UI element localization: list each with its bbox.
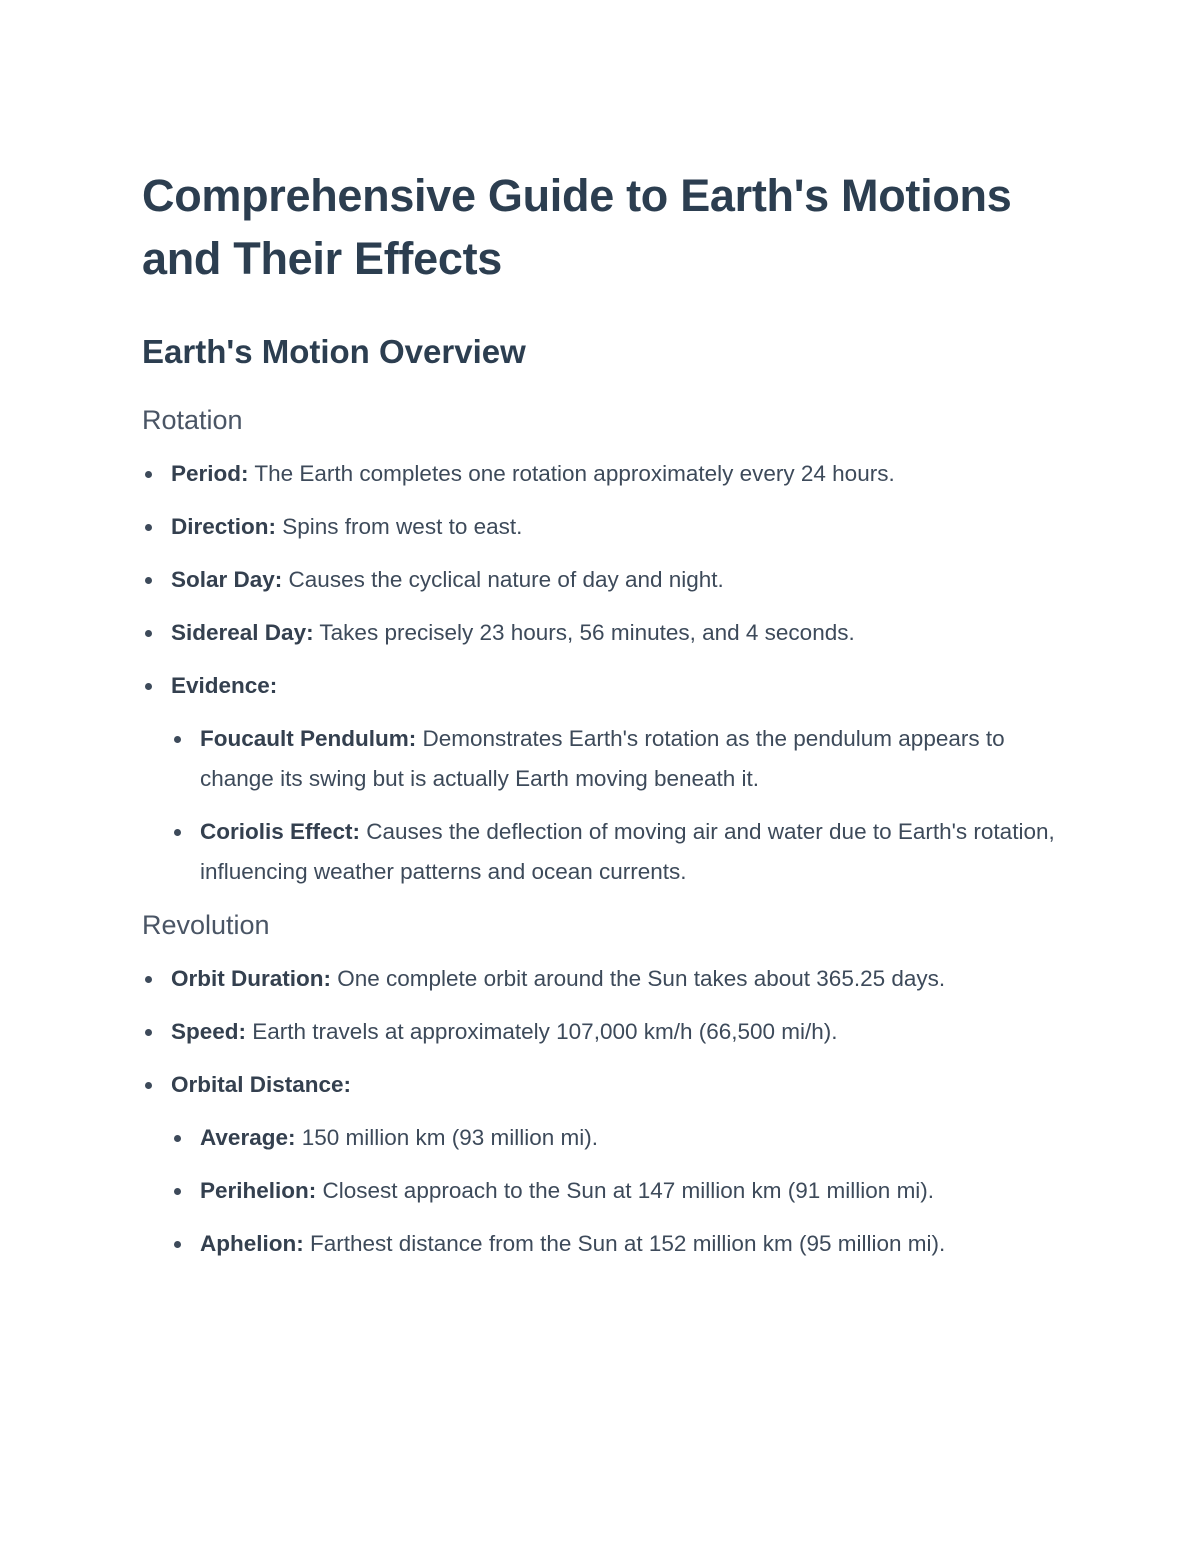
document-page [142, 164, 1062, 1277]
list-item: Orbit Duration: One complete orbit around the Sun takes about 365.25 days. [142, 959, 1062, 999]
list-item: Aphelion: Farthest distance from the Sun at 152 million km (95 million mi). [171, 1224, 1062, 1264]
list-item: Speed: Earth travels at approximately 107,000 km/h (66,500 mi/h). [142, 1012, 1062, 1052]
list-item: Coriolis Effect: Causes the deflection of moving air and water due to Earth's rotation, influencing weather patterns and ocean currents. [171, 812, 1062, 892]
list-item: Direction: Spins from west to east. [142, 507, 1062, 547]
document-title: Comprehensive Guide to Earth's Motions and Their Effects [142, 170, 1012, 284]
revolution-list [142, 959, 1062, 1264]
evidence-list [171, 719, 1062, 892]
list-item: Evidence: Foucault Pendulum: Demonstrates Earth's rotation as the pendulum appears to change its swing but is actually Earth moving beneath it. Coriolis Effect: Causes the deflection of moving air and water due to Earth's rotation, influencing weather patterns and ocean currents. [142, 666, 1062, 892]
rotation-heading: Rotation [142, 405, 243, 435]
distance-list [171, 1118, 1062, 1264]
list-item: Orbital Distance: Average: 150 million km (93 million mi). Perihelion: Closest approach to the Sun at 147 million km (91 million mi). Aphelion: Farthest distance from the Sun at 152 million km (95 million mi). [142, 1065, 1062, 1264]
list-item: Foucault Pendulum: Demonstrates Earth's rotation as the pendulum appears to change its swing but is actually Earth moving beneath it. [171, 719, 1062, 799]
list-item: Perihelion: Closest approach to the Sun at 147 million km (91 million mi). [171, 1171, 1062, 1211]
revolution-heading: Revolution [142, 910, 270, 940]
rotation-list [142, 454, 1062, 892]
list-item: Sidereal Day: Takes precisely 23 hours, 56 minutes, and 4 seconds. [142, 613, 1062, 653]
section-heading: Earth's Motion Overview [142, 333, 526, 370]
list-item: Solar Day: Causes the cyclical nature of day and night. [142, 560, 1062, 600]
list-item: Period: The Earth completes one rotation approximately every 24 hours. [142, 454, 1062, 494]
list-item: Average: 150 million km (93 million mi). [171, 1118, 1062, 1158]
